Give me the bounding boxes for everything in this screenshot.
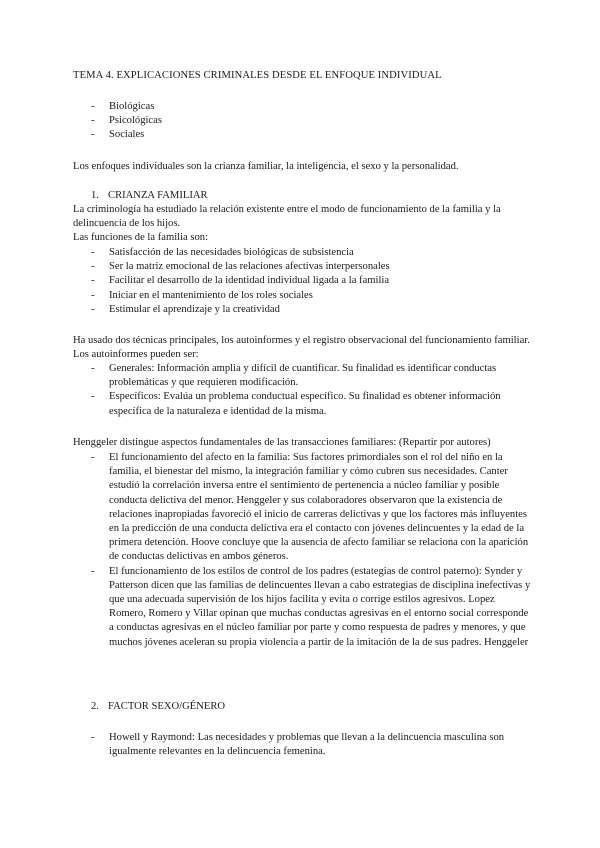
intro-paragraph: Los enfoques individuales son la crianza familiar, la inteligencia, el sexo y la personalidad. — [73, 161, 459, 172]
list-item: - Psicológicas — [109, 114, 509, 128]
list-item: - Facilitar el desarrollo de la identidad individual ligada a la familia — [109, 274, 529, 288]
list-item: - El funcionamiento del afecto en la familia: Sus factores primordiales son el rol del niño en la familia, el bienestar del mismo, la integración familiar y cómo cubren sus necesidades. Canter estudió la correlación inversa entre el sentimiento de pertenencia a núcleo familiar y posible conducta delictiva del menor. Henggeler y sus colaboradores observaron que la existencia de relaciones inapropiadas favoreció el inicio de carreras delictivas y que los factores más influyentes en la predicción de una conducta delictiva era el contacto con jóvenes delincuentes y la edad de la primera detención. Hoove concluye que la ausencia de afecto familiar se relaciona con la aparición de conductas delictivas en ambos géneros. — [109, 451, 533, 565]
paragraph: Ha usado dos técnicas principales, los autoinformes y el registro observacional del funcionamiento familiar. Los autoinformes pueden ser: — [73, 335, 530, 361]
section-heading-1 — [91, 189, 208, 203]
family-functions-list — [109, 246, 529, 317]
page-title: TEMA 4. EXPLICACIONES CRIMINALES DESDE EL ENFOQUE INDIVIDUAL — [73, 70, 442, 81]
list-item: - Howell y Raymond: Las necesidades y problemas que llevan a la delincuencia masculina son igualmente relevantes en la delincuencia femenina. — [109, 731, 533, 759]
list-item: - Iniciar en el mantenimiento de los roles sociales — [109, 289, 529, 303]
list-item: - Específicos: Evalúa un problema conductual específico. Su finalidad es obtener información específica de la naturaleza e identidad de la misma. — [109, 390, 533, 418]
paragraph: La criminología ha estudiado la relación existente entre el modo de funcionamiento de la familia y la delincuencia de los hijos. — [73, 204, 501, 230]
gender-list — [109, 731, 533, 759]
list-item: - Biológicas — [109, 100, 509, 114]
paragraph: Las funciones de la familia son: — [73, 232, 209, 244]
section-heading-2 — [91, 700, 225, 714]
autoinformes-list — [109, 362, 533, 419]
list-item: - El funcionamiento de los estilos de control de los padres (estategias de control paterno): Synder y Patterson dicen que las familias de delincuentes llevan a cabo estrategias de disciplina inefectivas y que una adecuada supervisión de los hijos facilita y evita o corrige estilos agresivos. Lopez Romero, Romero y Villar opinan que muchas conductas agresivas en el entorno social corresponde a conductas agresivas en el núcleo familiar por parte y como respuesta de padres y menores, y que muchos jóvenes aceleran su propia violencia a partir de la imitación de la de sus padres. Henggeler — [109, 565, 533, 650]
paragraph: Henggeler distingue aspectos fundamentales de las transacciones familiares: (Repartir por autores) — [73, 437, 491, 448]
section-number: 2. — [91, 701, 99, 712]
list-item: - Generales: Información amplia y difícil de cuantificar. Su finalidad es identificar conductas problemáticas y que requieren modificación. — [109, 362, 533, 390]
section-number: 1. — [91, 190, 99, 201]
list-item: - Satisfacción de las necesidades biológicas de subsistencia — [109, 246, 529, 260]
list-item: - Ser la matriz emocional de las relaciones afectivas interpersonales — [109, 260, 529, 274]
list-item: - Estimular el aprendizaje y la creatividad — [109, 303, 529, 317]
section-title: CRIANZA FAMILIAR — [108, 190, 208, 201]
list-item: - Sociales — [109, 128, 509, 142]
approach-type-list — [109, 100, 509, 143]
aspects-list — [109, 451, 533, 650]
section-title: FACTOR SEXO/GÉNERO — [108, 701, 226, 712]
family-intro-block — [73, 203, 533, 246]
